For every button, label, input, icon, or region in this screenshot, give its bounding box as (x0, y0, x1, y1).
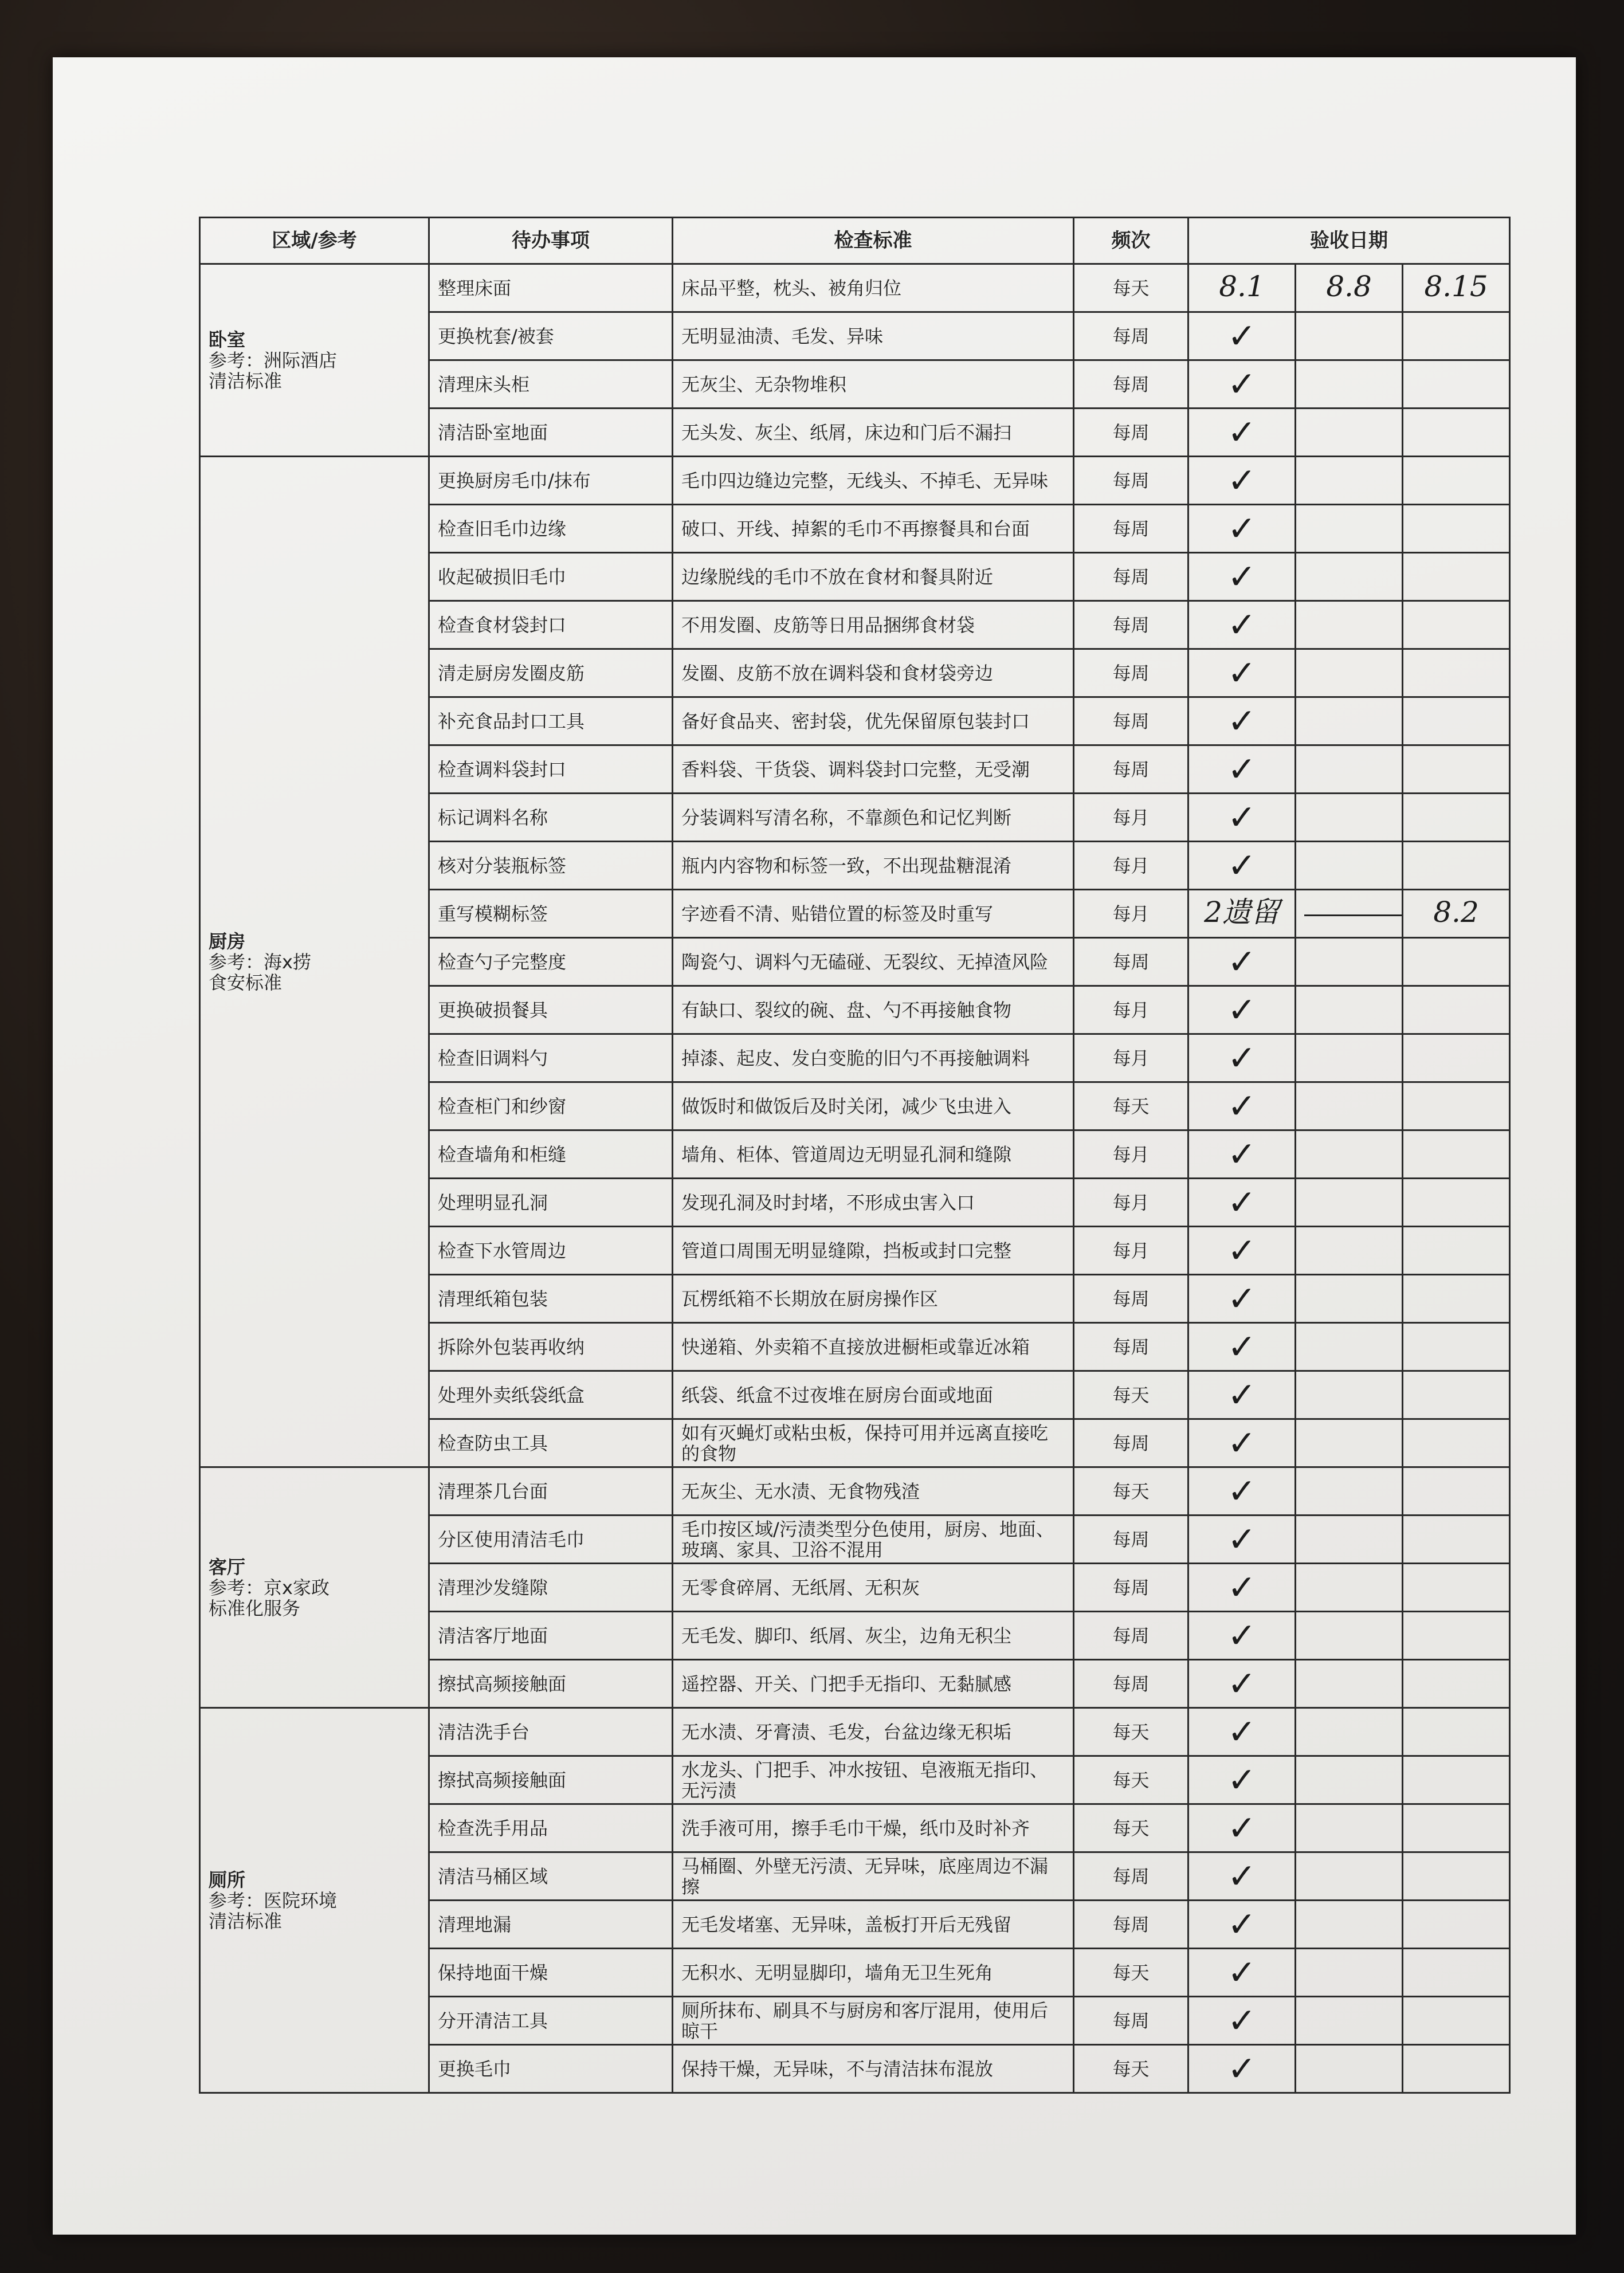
standard-cell: 快递箱、外卖箱不直接放进橱柜或靠近冰箱 (673, 1323, 1074, 1371)
standard-cell: 瓦楞纸箱不长期放在厨房操作区 (673, 1275, 1074, 1323)
task-cell: 检查柜门和纱窗 (429, 1082, 673, 1130)
acceptance-mark-cell (1296, 457, 1403, 505)
task-cell: 检查食材袋封口 (429, 601, 673, 649)
check-mark-icon: ✓ (1227, 1904, 1257, 1945)
acceptance-mark-cell (1296, 1852, 1403, 1901)
acceptance-mark-cell (1403, 2045, 1510, 2093)
acceptance-mark-cell (1296, 264, 1403, 312)
frequency-cell: 每月 (1074, 1034, 1188, 1082)
area-cell (200, 1467, 429, 1708)
check-mark-icon: ✓ (1227, 412, 1257, 453)
zone-name: 卧室 (209, 328, 246, 351)
frequency-cell: 每月 (1074, 1130, 1188, 1179)
acceptance-mark-cell (1296, 1130, 1403, 1179)
task-cell: 检查旧调料勺 (429, 1034, 673, 1082)
frequency-cell: 每月 (1074, 890, 1188, 938)
frequency-cell: 每周 (1074, 1901, 1188, 1949)
frequency-cell: 每月 (1074, 794, 1188, 842)
check-mark-icon: ✓ (1227, 1856, 1257, 1897)
standard-cell: 陶瓷勺、调料勺无磕碰、无裂纹、无掉渣风险 (673, 938, 1074, 986)
task-cell: 更换厨房毛巾/抹布 (429, 457, 673, 505)
check-mark-icon: ✓ (1227, 460, 1257, 501)
standard-cell: 无头发、灰尘、纸屑，床边和门后不漏扫 (673, 409, 1074, 457)
paper-sheet (53, 57, 1576, 2235)
acceptance-mark-cell (1188, 1323, 1296, 1371)
table-row (200, 1467, 1510, 1516)
frequency-cell: 每周 (1074, 360, 1188, 409)
area-cell (200, 457, 429, 1467)
task-cell: 拆除外包装再收纳 (429, 1323, 673, 1371)
frequency-cell: 每周 (1074, 1660, 1188, 1708)
acceptance-mark-cell (1188, 312, 1296, 360)
acceptance-mark-cell (1188, 1708, 1296, 1756)
acceptance-mark-cell (1403, 842, 1510, 890)
check-mark-icon: ✓ (1227, 1086, 1257, 1126)
acceptance-mark-cell (1403, 649, 1510, 697)
acceptance-mark-cell (1188, 457, 1296, 505)
acceptance-mark-cell (1296, 601, 1403, 649)
frequency-cell: 每月 (1074, 1179, 1188, 1227)
acceptance-mark-cell (1296, 745, 1403, 794)
acceptance-mark-cell (1403, 745, 1510, 794)
frequency-cell: 每周 (1074, 1612, 1188, 1660)
task-cell: 清理地漏 (429, 1901, 673, 1949)
standard-cell: 毛巾按区域/污渍类型分色使用，厨房、地面、玻璃、家具、卫浴不混用 (673, 1516, 1074, 1564)
acceptance-mark-cell (1188, 745, 1296, 794)
acceptance-mark-cell (1188, 264, 1296, 312)
zone-reference: 参考：京x家政 (209, 1576, 329, 1599)
check-mark-icon: ✓ (1227, 508, 1257, 549)
acceptance-mark-cell (1188, 601, 1296, 649)
acceptance-mark-cell (1188, 1949, 1296, 1997)
acceptance-mark-cell (1403, 553, 1510, 601)
task-cell: 更换枕套/被套 (429, 312, 673, 360)
acceptance-mark-cell (1188, 1756, 1296, 1804)
check-mark-icon: ✓ (1227, 1230, 1257, 1271)
check-mark-icon: ✓ (1227, 1760, 1257, 1800)
acceptance-mark-cell (1403, 1082, 1510, 1130)
zone-reference: 清洁标准 (209, 370, 283, 392)
standard-cell: 无零食碎屑、无纸屑、无积灰 (673, 1564, 1074, 1612)
check-mark-icon: ✓ (1227, 316, 1257, 356)
zone-reference: 参考：洲际酒店 (209, 349, 338, 371)
acceptance-mark-cell (1403, 1708, 1510, 1756)
task-cell: 保持地面干燥 (429, 1949, 673, 1997)
acceptance-mark-cell (1188, 1804, 1296, 1852)
frequency-cell: 每天 (1074, 1082, 1188, 1130)
acceptance-mark-cell (1188, 842, 1296, 890)
header-row (200, 218, 1510, 264)
acceptance-mark-cell (1403, 1467, 1510, 1516)
acceptance-mark-cell (1296, 360, 1403, 409)
task-cell: 检查下水管周边 (429, 1227, 673, 1275)
zone-reference: 清洁标准 (209, 1910, 283, 1932)
task-cell: 重写模糊标签 (429, 890, 673, 938)
acceptance-mark-cell (1403, 1275, 1510, 1323)
acceptance-mark-cell (1188, 1564, 1296, 1612)
handwritten-date: 8.8 (1326, 269, 1372, 303)
task-cell: 清理茶几台面 (429, 1467, 673, 1516)
acceptance-mark-cell (1188, 1419, 1296, 1467)
standard-cell: 无明显油渍、毛发、异味 (673, 312, 1074, 360)
standard-cell: 无灰尘、无杂物堆积 (673, 360, 1074, 409)
standard-cell: 无毛发堵塞、无异味，盖板打开后无残留 (673, 1901, 1074, 1949)
acceptance-mark-cell (1188, 1227, 1296, 1275)
task-cell: 擦拭高频接触面 (429, 1756, 673, 1804)
check-mark-icon: ✓ (1227, 1663, 1257, 1704)
frequency-cell: 每天 (1074, 1949, 1188, 1997)
table-row (200, 457, 1510, 505)
standard-cell: 墙角、柜体、管道周边无明显孔洞和缝隙 (673, 1130, 1074, 1179)
acceptance-mark-cell (1296, 649, 1403, 697)
frequency-cell: 每天 (1074, 1708, 1188, 1756)
acceptance-mark-cell (1188, 1371, 1296, 1419)
acceptance-mark-cell (1296, 409, 1403, 457)
acceptance-mark-cell (1188, 553, 1296, 601)
check-mark-icon: ✓ (1227, 364, 1257, 405)
check-mark-icon: ✓ (1227, 1326, 1257, 1367)
acceptance-mark-cell (1403, 360, 1510, 409)
standard-cell: 床品平整，枕头、被角归位 (673, 264, 1074, 312)
acceptance-mark-cell (1403, 409, 1510, 457)
header-area: 区域/参考 (200, 218, 429, 264)
acceptance-mark-cell (1296, 553, 1403, 601)
standard-cell: 无积水、无明显脚印，墙角无卫生死角 (673, 1949, 1074, 1997)
acceptance-mark-cell (1403, 1130, 1510, 1179)
handwritten-date: 8.15 (1424, 269, 1488, 303)
task-cell: 检查防虫工具 (429, 1419, 673, 1467)
standard-cell: 做饭时和做饭后及时关闭，减少飞虫进入 (673, 1082, 1074, 1130)
standard-cell: 管道口周围无明显缝隙，挡板或封口完整 (673, 1227, 1074, 1275)
acceptance-mark-cell (1296, 986, 1403, 1034)
acceptance-mark-cell (1296, 1082, 1403, 1130)
zone-name: 客厅 (209, 1556, 246, 1578)
frequency-cell: 每周 (1074, 938, 1188, 986)
standard-cell: 破口、开线、掉絮的毛巾不再擦餐具和台面 (673, 505, 1074, 553)
acceptance-mark-cell (1296, 842, 1403, 890)
task-cell: 擦拭高频接触面 (429, 1660, 673, 1708)
task-cell: 清理纸箱包装 (429, 1275, 673, 1323)
acceptance-mark-cell (1188, 1901, 1296, 1949)
standard-cell: 无水渍、牙膏渍、毛发，台盆边缘无积垢 (673, 1708, 1074, 1756)
standard-cell: 发圈、皮筋不放在调料袋和食材袋旁边 (673, 649, 1074, 697)
header-standard: 检查标准 (673, 218, 1074, 264)
task-cell: 清洁客厅地面 (429, 1612, 673, 1660)
check-mark-icon: ✓ (1227, 2048, 1257, 2089)
acceptance-mark-cell (1188, 1034, 1296, 1082)
acceptance-mark-cell (1296, 697, 1403, 745)
acceptance-mark-cell (1403, 986, 1510, 1034)
task-cell: 清走厨房发圈皮筋 (429, 649, 673, 697)
frequency-cell: 每周 (1074, 457, 1188, 505)
zone-name: 厕所 (209, 1868, 246, 1891)
frequency-cell: 每天 (1074, 264, 1188, 312)
acceptance-mark-cell (1188, 1612, 1296, 1660)
acceptance-mark-cell (1296, 1419, 1403, 1467)
acceptance-mark-cell (1403, 697, 1510, 745)
acceptance-mark-cell (1188, 360, 1296, 409)
task-cell: 核对分装瓶标签 (429, 842, 673, 890)
acceptance-mark-cell (1188, 794, 1296, 842)
acceptance-mark-cell (1403, 1371, 1510, 1419)
check-mark-icon: ✓ (1227, 701, 1257, 741)
frequency-cell: 每周 (1074, 745, 1188, 794)
frequency-cell: 每周 (1074, 409, 1188, 457)
check-mark-icon: ✓ (1227, 845, 1257, 886)
task-cell: 检查旧毛巾边缘 (429, 505, 673, 553)
task-cell: 补充食品封口工具 (429, 697, 673, 745)
task-cell: 分区使用清洁毛巾 (429, 1516, 673, 1564)
acceptance-mark-cell (1296, 1997, 1403, 2045)
acceptance-mark-cell (1296, 1804, 1403, 1852)
acceptance-mark-cell (1188, 697, 1296, 745)
acceptance-mark-cell (1188, 1997, 1296, 2045)
acceptance-mark-cell (1188, 1852, 1296, 1901)
zone-reference: 参考：医院环境 (209, 1889, 338, 1911)
task-cell: 更换破损餐具 (429, 986, 673, 1034)
zone-reference: 参考：海x捞 (209, 951, 311, 973)
frequency-cell: 每周 (1074, 697, 1188, 745)
standard-cell: 备好食品夹、密封袋，优先保留原包装封口 (673, 697, 1074, 745)
acceptance-mark-cell (1403, 1612, 1510, 1660)
frequency-cell: 每天 (1074, 1371, 1188, 1419)
frequency-cell: 每周 (1074, 553, 1188, 601)
frequency-cell: 每天 (1074, 1756, 1188, 1804)
acceptance-mark-cell (1188, 409, 1296, 457)
header-acceptance-date: 验收日期 (1188, 218, 1510, 264)
standard-cell: 马桶圈、外壁无污渍、无异味，底座周边不漏擦 (673, 1852, 1074, 1901)
acceptance-mark-cell (1403, 312, 1510, 360)
task-cell: 整理床面 (429, 264, 673, 312)
acceptance-mark-cell (1296, 890, 1403, 938)
task-cell: 清洁马桶区域 (429, 1852, 673, 1901)
standard-cell: 遥控器、开关、门把手无指印、无黏腻感 (673, 1660, 1074, 1708)
acceptance-mark-cell (1296, 505, 1403, 553)
standard-cell: 水龙头、门把手、冲水按钮、皂液瓶无指印、无污渍 (673, 1756, 1074, 1804)
acceptance-mark-cell (1403, 1949, 1510, 1997)
acceptance-mark-cell (1296, 794, 1403, 842)
check-mark-icon: ✓ (1227, 1952, 1257, 1993)
frequency-cell: 每周 (1074, 505, 1188, 553)
acceptance-mark-cell (1403, 1516, 1510, 1564)
task-cell: 处理外卖纸袋纸盒 (429, 1371, 673, 1419)
zone-name: 厨房 (209, 930, 246, 952)
acceptance-mark-cell (1296, 1227, 1403, 1275)
frequency-cell: 每周 (1074, 1516, 1188, 1564)
standard-cell: 厕所抹布、刷具不与厨房和客厅混用，使用后晾干 (673, 1997, 1074, 2045)
check-mark-icon: ✓ (1227, 653, 1257, 693)
check-mark-icon: ✓ (1227, 1808, 1257, 1848)
acceptance-mark-cell (1403, 1901, 1510, 1949)
acceptance-mark-cell (1403, 1852, 1510, 1901)
acceptance-mark-cell (1403, 1419, 1510, 1467)
acceptance-mark-cell (1188, 2045, 1296, 2093)
standard-cell: 发现孔洞及时封堵，不形成虫害入口 (673, 1179, 1074, 1227)
acceptance-mark-cell (1296, 1756, 1403, 1804)
acceptance-mark-cell (1296, 1949, 1403, 1997)
check-mark-icon: ✓ (1227, 604, 1257, 645)
handwritten-date: 2遗留 (1204, 895, 1280, 929)
acceptance-mark-cell (1403, 1564, 1510, 1612)
check-mark-icon: ✓ (1227, 1711, 1257, 1752)
check-mark-icon: ✓ (1227, 1615, 1257, 1656)
standard-cell: 如有灭蝇灯或粘虫板，保持可用并远离直接吃的食物 (673, 1419, 1074, 1467)
acceptance-mark-cell (1403, 1804, 1510, 1852)
acceptance-mark-cell (1296, 1371, 1403, 1419)
standard-cell: 保持干燥，无异味，不与清洁抹布混放 (673, 2045, 1074, 2093)
standard-cell: 香料袋、干货袋、调料袋封口完整，无受潮 (673, 745, 1074, 794)
acceptance-mark-cell (1188, 649, 1296, 697)
task-cell: 检查勺子完整度 (429, 938, 673, 986)
acceptance-mark-cell (1188, 1516, 1296, 1564)
checklist-table (199, 217, 1511, 2094)
check-mark-icon: ✓ (1227, 1375, 1257, 1415)
acceptance-mark-cell (1403, 1756, 1510, 1804)
acceptance-mark-cell (1403, 1660, 1510, 1708)
frequency-cell: 每天 (1074, 2045, 1188, 2093)
acceptance-mark-cell (1403, 505, 1510, 553)
check-mark-icon: ✓ (1227, 2000, 1257, 2041)
acceptance-mark-cell (1403, 457, 1510, 505)
frequency-cell: 每周 (1074, 1564, 1188, 1612)
zone-reference: 标准化服务 (209, 1597, 301, 1619)
task-cell: 清洁洗手台 (429, 1708, 673, 1756)
table-row (200, 1708, 1510, 1756)
check-mark-icon: ✓ (1227, 1471, 1257, 1512)
task-cell: 检查洗手用品 (429, 1804, 673, 1852)
acceptance-mark-cell (1188, 1130, 1296, 1179)
frequency-cell: 每周 (1074, 1997, 1188, 2045)
frequency-cell: 每周 (1074, 1852, 1188, 1901)
task-cell: 更换毛巾 (429, 2045, 673, 2093)
check-mark-icon: ✓ (1227, 1038, 1257, 1078)
check-mark-icon: ✓ (1227, 1278, 1257, 1319)
check-mark-icon: ✓ (1227, 1567, 1257, 1608)
standard-cell: 有缺口、裂纹的碗、盘、勺不再接触食物 (673, 986, 1074, 1034)
area-cell (200, 264, 429, 457)
frequency-cell: 每天 (1074, 1804, 1188, 1852)
handwritten-dash (1304, 914, 1403, 916)
acceptance-mark-cell (1296, 1323, 1403, 1371)
frequency-cell: 每周 (1074, 1323, 1188, 1371)
acceptance-mark-cell (1296, 1901, 1403, 1949)
acceptance-mark-cell (1188, 1467, 1296, 1516)
check-mark-icon: ✓ (1227, 990, 1257, 1030)
acceptance-mark-cell (1296, 1612, 1403, 1660)
task-cell: 检查调料袋封口 (429, 745, 673, 794)
acceptance-mark-cell (1403, 1323, 1510, 1371)
check-mark-icon: ✓ (1227, 1423, 1257, 1463)
frequency-cell: 每月 (1074, 1227, 1188, 1275)
acceptance-mark-cell (1296, 1708, 1403, 1756)
task-cell: 清洁卧室地面 (429, 409, 673, 457)
check-mark-icon: ✓ (1227, 797, 1257, 838)
table-row (200, 264, 1510, 312)
check-mark-icon: ✓ (1227, 941, 1257, 982)
handwritten-date: 8.1 (1219, 269, 1265, 303)
acceptance-mark-cell (1403, 1227, 1510, 1275)
acceptance-mark-cell (1296, 1516, 1403, 1564)
acceptance-mark-cell (1296, 1179, 1403, 1227)
frequency-cell: 每月 (1074, 842, 1188, 890)
acceptance-mark-cell (1188, 1179, 1296, 1227)
standard-cell: 瓶内内容物和标签一致，不出现盐糖混淆 (673, 842, 1074, 890)
acceptance-mark-cell (1403, 1997, 1510, 2045)
frequency-cell: 每周 (1074, 312, 1188, 360)
task-cell: 分开清洁工具 (429, 1997, 673, 2045)
acceptance-mark-cell (1296, 938, 1403, 986)
task-cell: 清理沙发缝隙 (429, 1564, 673, 1612)
acceptance-mark-cell (1296, 312, 1403, 360)
acceptance-mark-cell (1296, 1660, 1403, 1708)
task-cell: 收起破损旧毛巾 (429, 553, 673, 601)
standard-cell: 分装调料写清名称，不靠颜色和记忆判断 (673, 794, 1074, 842)
checklist-body (200, 264, 1510, 2093)
task-cell: 检查墙角和柜缝 (429, 1130, 673, 1179)
acceptance-mark-cell (1188, 986, 1296, 1034)
frequency-cell: 每周 (1074, 1419, 1188, 1467)
zone-reference: 食安标准 (209, 971, 283, 994)
standard-cell: 无灰尘、无水渍、无食物残渣 (673, 1467, 1074, 1516)
acceptance-mark-cell (1296, 2045, 1403, 2093)
standard-cell: 不用发圈、皮筋等日用品捆绑食材袋 (673, 601, 1074, 649)
acceptance-mark-cell (1296, 1564, 1403, 1612)
area-cell (200, 1708, 429, 2093)
acceptance-mark-cell (1296, 1467, 1403, 1516)
task-cell: 处理明显孔洞 (429, 1179, 673, 1227)
acceptance-mark-cell (1403, 601, 1510, 649)
standard-cell: 纸袋、纸盒不过夜堆在厨房台面或地面 (673, 1371, 1074, 1419)
acceptance-mark-cell (1188, 1082, 1296, 1130)
acceptance-mark-cell (1403, 938, 1510, 986)
standard-cell: 洗手液可用，擦手毛巾干燥，纸巾及时补齐 (673, 1804, 1074, 1852)
check-mark-icon: ✓ (1227, 556, 1257, 597)
acceptance-mark-cell (1403, 264, 1510, 312)
check-mark-icon: ✓ (1227, 749, 1257, 790)
task-cell: 清理床头柜 (429, 360, 673, 409)
acceptance-mark-cell (1188, 1275, 1296, 1323)
acceptance-mark-cell (1188, 890, 1296, 938)
frequency-cell: 每周 (1074, 601, 1188, 649)
handwritten-date: 8.2 (1433, 895, 1479, 929)
frequency-cell: 每天 (1074, 1467, 1188, 1516)
acceptance-mark-cell (1403, 1179, 1510, 1227)
frequency-cell: 每月 (1074, 986, 1188, 1034)
check-mark-icon: ✓ (1227, 1182, 1257, 1223)
check-mark-icon: ✓ (1227, 1519, 1257, 1560)
standard-cell: 字迹看不清、贴错位置的标签及时重写 (673, 890, 1074, 938)
frequency-cell: 每周 (1074, 649, 1188, 697)
standard-cell: 毛巾四边缝边完整，无线头、不掉毛、无异味 (673, 457, 1074, 505)
acceptance-mark-cell (1296, 1034, 1403, 1082)
standard-cell: 无毛发、脚印、纸屑、灰尘，边角无积尘 (673, 1612, 1074, 1660)
acceptance-mark-cell (1188, 505, 1296, 553)
standard-cell: 边缘脱线的毛巾不放在食材和餐具附近 (673, 553, 1074, 601)
acceptance-mark-cell (1403, 1034, 1510, 1082)
acceptance-mark-cell (1188, 938, 1296, 986)
acceptance-mark-cell (1188, 1660, 1296, 1708)
standard-cell: 掉漆、起皮、发白变脆的旧勺不再接触调料 (673, 1034, 1074, 1082)
frequency-cell: 每周 (1074, 1275, 1188, 1323)
acceptance-mark-cell (1403, 890, 1510, 938)
acceptance-mark-cell (1403, 794, 1510, 842)
header-task: 待办事项 (429, 218, 673, 264)
header-frequency: 频次 (1074, 218, 1188, 264)
task-cell: 标记调料名称 (429, 794, 673, 842)
check-mark-icon: ✓ (1227, 1134, 1257, 1175)
acceptance-mark-cell (1296, 1275, 1403, 1323)
